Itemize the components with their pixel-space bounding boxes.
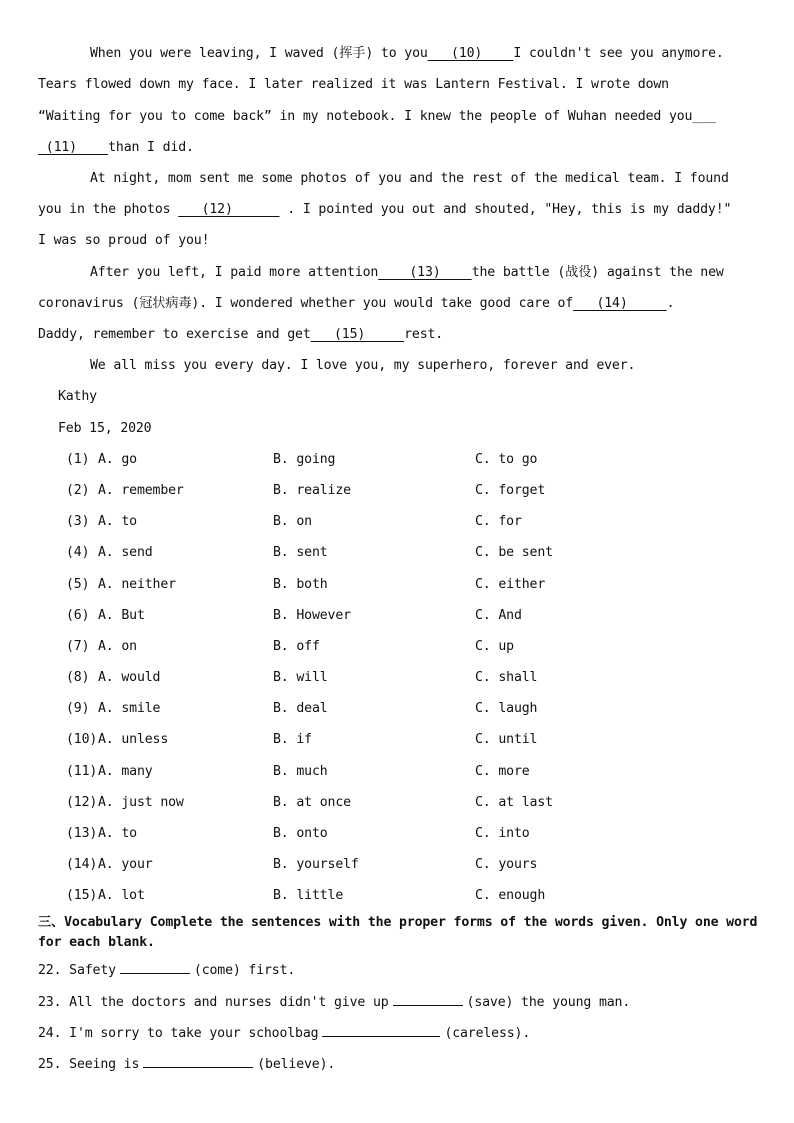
option-a[interactable]: A. your bbox=[98, 856, 153, 872]
blank-12: (12) bbox=[178, 202, 280, 217]
text: the battle (战役) against the new bbox=[471, 265, 724, 280]
option-c[interactable]: C. for bbox=[475, 514, 522, 530]
question-number: (15) bbox=[66, 888, 98, 904]
option-c[interactable]: C. yours bbox=[475, 856, 538, 872]
option-a[interactable]: A. to bbox=[98, 825, 137, 841]
text: When you were leaving, I waved (挥手) to you bbox=[90, 46, 428, 61]
question-number: (1) bbox=[66, 452, 90, 467]
option-c[interactable]: C. shall bbox=[475, 670, 538, 686]
answer-blank[interactable] bbox=[143, 1053, 253, 1068]
option-b[interactable]: B. onto bbox=[273, 825, 328, 841]
option-a[interactable]: A. go bbox=[98, 452, 137, 467]
question-number: (5) bbox=[66, 576, 90, 592]
blank-13: (13) bbox=[378, 265, 472, 280]
text: . I pointed you out and shouted, "Hey, this is my daddy!" bbox=[279, 202, 732, 217]
passage-line: I was so proud of you! bbox=[38, 233, 210, 248]
option-c[interactable]: C. up bbox=[475, 638, 514, 654]
passage-line: Tears flowed down my face. I later realized it was Lantern Festival. I wrote down bbox=[38, 77, 669, 92]
option-b[interactable]: B. little bbox=[273, 888, 344, 904]
option-b[interactable]: B. deal bbox=[273, 701, 328, 717]
question-hint: (believe). bbox=[257, 1057, 336, 1072]
option-a[interactable]: A. lot bbox=[98, 888, 145, 904]
option-a[interactable]: A. remember bbox=[98, 483, 184, 499]
option-b[interactable]: B. However bbox=[273, 607, 351, 623]
option-row bbox=[38, 637, 756, 657]
option-c[interactable]: C. more bbox=[475, 763, 530, 779]
question-text: 23. All the doctors and nurses didn't give up bbox=[38, 995, 389, 1010]
option-a[interactable]: A. unless bbox=[98, 732, 169, 748]
option-a[interactable]: A. But bbox=[98, 607, 145, 623]
question-number: (3) bbox=[66, 514, 90, 530]
option-b[interactable]: B. both bbox=[273, 576, 328, 592]
blank-14: (14) bbox=[573, 296, 667, 311]
option-row bbox=[38, 824, 756, 844]
passage-line bbox=[38, 200, 731, 220]
option-a[interactable]: A. on bbox=[98, 638, 137, 654]
option-a[interactable]: A. would bbox=[98, 670, 161, 686]
passage-line: At night, mom sent me some photos of you and the rest of the medical team. I found bbox=[90, 171, 729, 186]
passage-line bbox=[38, 325, 443, 345]
text: you in the photos bbox=[38, 202, 179, 217]
question-hint: (save) the young man. bbox=[466, 995, 631, 1010]
option-b[interactable]: B. off bbox=[273, 638, 320, 654]
option-b[interactable]: B. going bbox=[273, 452, 336, 467]
option-row bbox=[38, 543, 756, 563]
option-row bbox=[38, 512, 756, 532]
question-number: (11) bbox=[66, 763, 98, 779]
option-c[interactable]: C. enough bbox=[475, 888, 546, 904]
option-row bbox=[38, 855, 756, 875]
text: I couldn't see you anymore. bbox=[513, 46, 724, 61]
option-b[interactable]: B. much bbox=[273, 763, 328, 779]
option-a[interactable]: A. to bbox=[98, 514, 137, 530]
option-b[interactable]: B. yourself bbox=[273, 856, 359, 872]
text: than I did. bbox=[108, 140, 194, 155]
question-23 bbox=[38, 991, 630, 1013]
option-c[interactable]: C. forget bbox=[475, 483, 546, 499]
option-b[interactable]: B. on bbox=[273, 514, 312, 530]
option-row bbox=[38, 606, 756, 626]
option-b[interactable]: B. will bbox=[273, 670, 328, 686]
option-a[interactable]: A. smile bbox=[98, 701, 161, 717]
text: After you left, I paid more attention bbox=[90, 265, 379, 280]
blank-10: (10) bbox=[427, 46, 514, 61]
text: Daddy, remember to exercise and get bbox=[38, 327, 311, 342]
option-c[interactable]: C. be sent bbox=[475, 545, 553, 561]
option-row bbox=[38, 481, 756, 501]
section-heading: 三、Vocabulary Complete the sentences with the proper forms of the words given. Only one word for each blank. bbox=[38, 915, 758, 950]
question-number: (9) bbox=[66, 701, 90, 717]
option-row bbox=[38, 450, 756, 470]
question-number: (12) bbox=[66, 794, 98, 810]
option-c[interactable]: C. either bbox=[475, 576, 546, 592]
question-number: (14) bbox=[66, 856, 98, 872]
option-c[interactable]: C. until bbox=[475, 732, 538, 748]
signature: Kathy bbox=[58, 389, 97, 404]
question-25 bbox=[38, 1053, 335, 1075]
option-b[interactable]: B. if bbox=[273, 732, 312, 748]
option-c[interactable]: C. at last bbox=[475, 794, 553, 810]
passage-line bbox=[38, 44, 724, 64]
passage-line bbox=[38, 263, 724, 283]
question-24 bbox=[38, 1022, 530, 1044]
question-number: (10) bbox=[66, 732, 98, 748]
question-text: 22. Safety bbox=[38, 963, 116, 978]
question-number: (13) bbox=[66, 825, 98, 841]
option-a[interactable]: A. neither bbox=[98, 576, 176, 592]
question-number: (2) bbox=[66, 483, 90, 499]
question-text: 25. Seeing is bbox=[38, 1057, 140, 1072]
option-c[interactable]: C. into bbox=[475, 825, 530, 841]
passage-line: We all miss you every day. I love you, my superhero, forever and ever. bbox=[90, 358, 636, 373]
text: rest. bbox=[404, 327, 444, 342]
option-row bbox=[38, 575, 756, 595]
question-number: (8) bbox=[66, 670, 90, 686]
option-b[interactable]: B. at once bbox=[273, 794, 351, 810]
option-row bbox=[38, 886, 756, 906]
blank-15: (15) bbox=[310, 327, 405, 342]
option-b[interactable]: B. realize bbox=[273, 483, 351, 499]
option-c[interactable]: C. to go bbox=[475, 452, 538, 467]
option-c[interactable]: C. laugh bbox=[475, 701, 538, 717]
text: coronavirus (冠状病毒). I wondered whether you would take good care of bbox=[38, 296, 574, 311]
blank-11: (11) bbox=[38, 140, 109, 155]
option-c[interactable]: C. And bbox=[475, 607, 522, 623]
option-a[interactable]: A. just now bbox=[98, 794, 184, 810]
question-text: 24. I'm sorry to take your schoolbag bbox=[38, 1026, 319, 1041]
passage-line: “Waiting for you to come back” in my notebook. I knew the people of Wuhan needed you___ bbox=[38, 109, 716, 124]
text: . bbox=[666, 296, 675, 311]
question-number: (4) bbox=[66, 545, 90, 561]
option-b[interactable]: B. sent bbox=[273, 545, 328, 561]
option-a[interactable]: A. send bbox=[98, 545, 153, 561]
question-number: (6) bbox=[66, 607, 90, 623]
question-hint: (careless). bbox=[444, 1026, 531, 1041]
option-row bbox=[38, 762, 756, 782]
passage-line bbox=[38, 138, 194, 158]
option-row bbox=[38, 730, 756, 750]
option-row bbox=[38, 699, 756, 719]
passage-line bbox=[38, 294, 674, 314]
question-hint: (come) first. bbox=[193, 963, 296, 978]
answer-blank[interactable] bbox=[393, 991, 463, 1006]
question-22 bbox=[38, 959, 295, 981]
letter-date: Feb 15, 2020 bbox=[58, 421, 152, 436]
answer-blank[interactable] bbox=[120, 959, 190, 974]
option-row bbox=[38, 793, 756, 813]
option-row bbox=[38, 668, 756, 688]
question-number: (7) bbox=[66, 638, 90, 654]
answer-blank[interactable] bbox=[322, 1022, 440, 1037]
option-a[interactable]: A. many bbox=[98, 763, 153, 779]
